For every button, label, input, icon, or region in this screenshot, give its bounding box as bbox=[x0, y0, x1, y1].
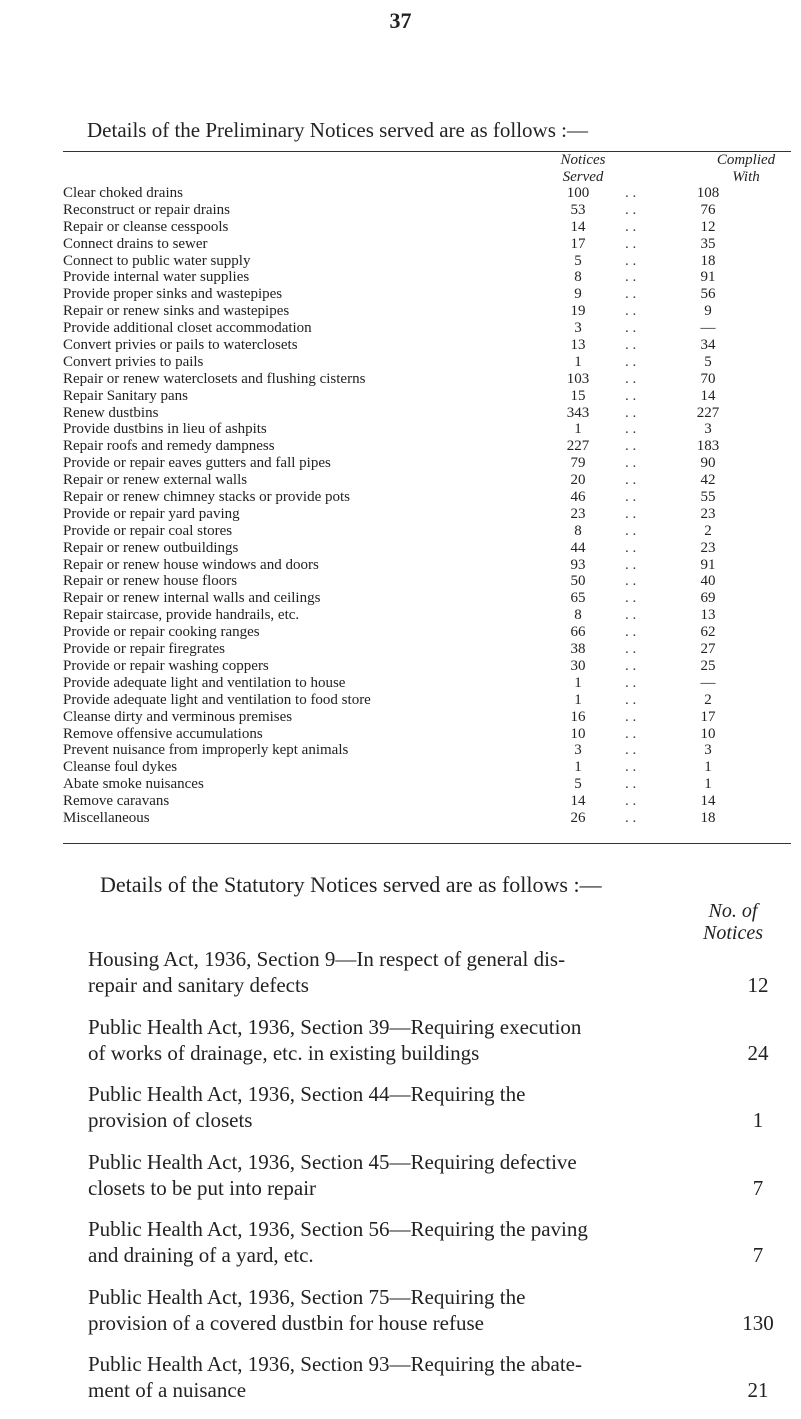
preliminary-heading: Details of the Preliminary Notices served are as follows :— bbox=[87, 118, 588, 142]
statute-line2: ment of a nuisance bbox=[88, 1378, 247, 1402]
row-complied: — bbox=[700, 674, 716, 691]
row-complied: 183 bbox=[696, 438, 720, 455]
row-served: 44 bbox=[570, 539, 586, 556]
row-label: Repair roofs and remedy dampness bbox=[63, 438, 275, 455]
list-item bbox=[88, 1014, 788, 1082]
row-leader: . . bbox=[625, 607, 637, 624]
row-complied: 3 bbox=[704, 742, 712, 759]
row-served: 1 bbox=[574, 353, 582, 370]
row-leader: . . bbox=[625, 708, 637, 725]
notice-count: 21 bbox=[747, 1378, 769, 1402]
statute-line2: provision of a covered dustbin for house refuse bbox=[88, 1310, 484, 1335]
table-row bbox=[63, 489, 793, 506]
row-label: Connect to public water supply bbox=[63, 252, 251, 269]
table-row bbox=[63, 506, 793, 523]
statutory-heading: Details of the Statutory Notices served are as follows :— bbox=[100, 872, 602, 897]
table-row bbox=[63, 219, 793, 236]
row-served: 53 bbox=[570, 201, 586, 218]
table-row bbox=[63, 692, 793, 709]
row-served: 1 bbox=[574, 674, 582, 691]
row-complied: 42 bbox=[700, 472, 716, 489]
row-label: Provide or repair cooking ranges bbox=[63, 624, 260, 641]
row-leader: . . bbox=[625, 320, 637, 337]
row-label: Provide or repair washing coppers bbox=[63, 657, 269, 674]
row-label: Provide internal water supplies bbox=[63, 269, 250, 286]
table-row bbox=[63, 371, 793, 388]
table-row bbox=[63, 675, 793, 692]
row-complied: 23 bbox=[700, 539, 716, 556]
row-served: 26 bbox=[570, 809, 586, 826]
row-complied: — bbox=[700, 320, 716, 337]
row-leader: . . bbox=[625, 353, 637, 370]
row-label: Provide or repair eaves gutters and fall pipes bbox=[63, 455, 331, 472]
row-leader: . . bbox=[625, 539, 637, 556]
row-label: Remove caravans bbox=[63, 793, 170, 810]
statute-line2: of works of drainage, etc. in existing buildings bbox=[88, 1040, 480, 1065]
row-complied: 55 bbox=[700, 489, 716, 506]
table-row bbox=[63, 658, 793, 675]
row-complied: 17 bbox=[700, 708, 716, 725]
row-served: 19 bbox=[570, 303, 586, 320]
list-item bbox=[88, 1081, 788, 1149]
notice-count: 130 bbox=[742, 1310, 774, 1335]
row-complied: 40 bbox=[700, 573, 716, 590]
list-item bbox=[88, 1351, 788, 1419]
row-label: Renew dustbins bbox=[63, 404, 159, 421]
row-label: Provide adequate light and ventilation to food store bbox=[63, 691, 371, 708]
col-header-served-l1: Notices bbox=[560, 152, 606, 168]
table-row bbox=[63, 726, 793, 743]
row-served: 14 bbox=[570, 218, 586, 235]
row-leader: . . bbox=[625, 185, 637, 201]
row-served: 79 bbox=[570, 455, 586, 472]
row-label: Repair or renew outbuildings bbox=[63, 539, 239, 556]
row-leader: . . bbox=[625, 421, 637, 438]
col-header-complied-l1: Complied bbox=[716, 152, 776, 168]
row-served: 30 bbox=[570, 657, 586, 674]
row-label: Reconstruct or repair drains bbox=[63, 201, 231, 218]
table-row bbox=[63, 455, 793, 472]
row-complied: 18 bbox=[700, 809, 716, 826]
row-leader: . . bbox=[625, 590, 637, 607]
row-label: Abate smoke nuisances bbox=[63, 776, 204, 793]
row-complied: 14 bbox=[700, 793, 716, 810]
row-leader: . . bbox=[625, 303, 637, 320]
row-label: Cleanse foul dykes bbox=[63, 759, 178, 776]
row-label: Repair or renew external walls bbox=[63, 472, 248, 489]
statute-line2: repair and sanitary defects bbox=[88, 973, 309, 997]
row-served: 93 bbox=[570, 556, 586, 573]
row-label: Repair or renew house floors bbox=[63, 573, 238, 590]
col-header-complied bbox=[700, 152, 792, 186]
row-served: 5 bbox=[574, 252, 582, 269]
preliminary-table bbox=[63, 185, 793, 827]
statute-line1: Public Health Act, 1936, Section 56—Requiring the paving bbox=[88, 1217, 588, 1241]
statutory-col-header bbox=[678, 900, 788, 944]
row-served: 227 bbox=[566, 438, 590, 455]
row-leader: . . bbox=[625, 624, 637, 641]
row-label: Cleanse dirty and verminous premises bbox=[63, 708, 293, 725]
row-label: Provide additional closet accommodation bbox=[63, 320, 312, 337]
row-leader: . . bbox=[625, 489, 637, 506]
table-row bbox=[63, 573, 793, 590]
row-complied: 69 bbox=[700, 590, 716, 607]
row-complied: 2 bbox=[704, 522, 712, 539]
col-header-served bbox=[548, 152, 618, 186]
row-leader: . . bbox=[625, 370, 637, 387]
statute-line1: Public Health Act, 1936, Section 93—Requiring the abate- bbox=[88, 1352, 582, 1376]
row-complied: 3 bbox=[704, 421, 712, 438]
row-complied: 108 bbox=[696, 185, 720, 201]
row-complied: 91 bbox=[700, 556, 716, 573]
col-header-served-l2: Served bbox=[562, 169, 604, 185]
row-served: 8 bbox=[574, 607, 582, 624]
list-item bbox=[88, 1216, 788, 1284]
list-item bbox=[88, 1284, 788, 1352]
table-row bbox=[63, 269, 793, 286]
row-leader: . . bbox=[625, 201, 637, 218]
row-leader: . . bbox=[625, 641, 637, 658]
row-served: 14 bbox=[570, 793, 586, 810]
notice-count: 1 bbox=[752, 1108, 764, 1132]
row-served: 38 bbox=[570, 641, 586, 658]
table-row bbox=[63, 320, 793, 337]
list-item bbox=[88, 946, 788, 1014]
row-leader: . . bbox=[625, 235, 637, 252]
statutory-col-header-l1: No. of bbox=[708, 900, 758, 922]
row-leader: . . bbox=[625, 809, 637, 826]
row-leader: . . bbox=[625, 438, 637, 455]
row-served: 5 bbox=[574, 776, 582, 793]
row-label: Repair staircase, provide handrails, etc. bbox=[63, 607, 300, 624]
row-label: Repair or renew house windows and doors bbox=[63, 556, 319, 573]
row-served: 8 bbox=[574, 522, 582, 539]
row-served: 3 bbox=[574, 742, 582, 759]
row-leader: . . bbox=[625, 387, 637, 404]
statute-line1: Public Health Act, 1936, Section 44—Requiring the bbox=[88, 1082, 526, 1106]
table-row bbox=[63, 421, 793, 438]
row-complied: 90 bbox=[700, 455, 716, 472]
row-leader: . . bbox=[625, 556, 637, 573]
row-served: 100 bbox=[566, 185, 590, 201]
statute-line1: Public Health Act, 1936, Section 39—Requiring execution bbox=[88, 1014, 582, 1039]
table-row bbox=[63, 185, 793, 202]
notice-count: 24 bbox=[747, 1040, 769, 1065]
row-complied: 1 bbox=[704, 776, 712, 793]
table-row bbox=[63, 810, 793, 827]
table-row bbox=[63, 742, 793, 759]
row-leader: . . bbox=[625, 404, 637, 421]
row-complied: 18 bbox=[700, 252, 716, 269]
row-complied: 227 bbox=[696, 404, 720, 421]
row-complied: 13 bbox=[700, 607, 716, 624]
row-served: 46 bbox=[570, 489, 586, 506]
row-label: Repair or renew waterclosets and flushing cisterns bbox=[63, 370, 366, 387]
row-served: 17 bbox=[570, 235, 586, 252]
table-row bbox=[63, 388, 793, 405]
row-leader: . . bbox=[625, 252, 637, 269]
row-label: Miscellaneous bbox=[63, 809, 150, 826]
statute-line1: Housing Act, 1936, Section 9—In respect of general dis- bbox=[88, 947, 566, 971]
row-leader: . . bbox=[625, 286, 637, 303]
table-row bbox=[63, 472, 793, 489]
row-served: 23 bbox=[570, 505, 586, 522]
table-row bbox=[63, 286, 793, 303]
row-leader: . . bbox=[625, 455, 637, 472]
statutory-list bbox=[88, 946, 788, 1419]
row-served: 1 bbox=[574, 691, 582, 708]
row-label: Provide adequate light and ventilation to house bbox=[63, 674, 346, 691]
row-label: Prevent nuisance from improperly kept animals bbox=[63, 742, 349, 759]
row-label: Remove offensive accumulations bbox=[63, 725, 263, 742]
table-row bbox=[63, 337, 793, 354]
row-complied: 35 bbox=[700, 235, 716, 252]
statute-line1: Public Health Act, 1936, Section 75—Requiring the bbox=[88, 1284, 526, 1309]
table-top-rule bbox=[63, 151, 791, 152]
row-leader: . . bbox=[625, 657, 637, 674]
row-complied: 56 bbox=[700, 286, 716, 303]
row-leader: . . bbox=[625, 472, 637, 489]
table-row bbox=[63, 523, 793, 540]
row-served: 3 bbox=[574, 320, 582, 337]
notice-count: 12 bbox=[747, 973, 769, 997]
table-row bbox=[63, 624, 793, 641]
row-served: 103 bbox=[566, 370, 590, 387]
row-leader: . . bbox=[625, 691, 637, 708]
row-label: Repair or renew chimney stacks or provide pots bbox=[63, 489, 350, 506]
row-complied: 9 bbox=[704, 303, 712, 320]
statutory-col-header-l2: Notices bbox=[703, 922, 763, 944]
table-row bbox=[63, 236, 793, 253]
row-complied: 25 bbox=[700, 657, 716, 674]
row-label: Provide dustbins in lieu of ashpits bbox=[63, 421, 267, 438]
row-complied: 23 bbox=[700, 505, 716, 522]
row-served: 50 bbox=[570, 573, 586, 590]
row-complied: 12 bbox=[700, 218, 716, 235]
row-leader: . . bbox=[625, 337, 637, 354]
table-row bbox=[63, 303, 793, 320]
table-row bbox=[63, 607, 793, 624]
row-served: 1 bbox=[574, 421, 582, 438]
table-row bbox=[63, 405, 793, 422]
row-leader: . . bbox=[625, 742, 637, 759]
row-label: Repair Sanitary pans bbox=[63, 387, 188, 404]
row-complied: 10 bbox=[700, 725, 716, 742]
table-row bbox=[63, 709, 793, 726]
row-label: Repair or renew internal walls and ceilings bbox=[63, 590, 321, 607]
col-header-complied-l2: With bbox=[732, 169, 760, 185]
notice-count: 7 bbox=[752, 1243, 764, 1267]
table-row bbox=[63, 759, 793, 776]
row-label: Provide or repair yard paving bbox=[63, 505, 240, 522]
row-label: Clear choked drains bbox=[63, 185, 183, 201]
table-row bbox=[63, 590, 793, 607]
row-leader: . . bbox=[625, 505, 637, 522]
table-row bbox=[63, 202, 793, 219]
row-label: Convert privies to pails bbox=[63, 353, 204, 370]
row-served: 13 bbox=[570, 337, 586, 354]
row-complied: 1 bbox=[704, 759, 712, 776]
row-served: 343 bbox=[566, 404, 590, 421]
row-served: 66 bbox=[570, 624, 586, 641]
table-bottom-rule bbox=[63, 843, 791, 844]
row-complied: 76 bbox=[700, 201, 716, 218]
table-row bbox=[63, 557, 793, 574]
row-complied: 62 bbox=[700, 624, 716, 641]
row-served: 20 bbox=[570, 472, 586, 489]
row-leader: . . bbox=[625, 793, 637, 810]
row-served: 15 bbox=[570, 387, 586, 404]
statute-line2: and draining of a yard, etc. bbox=[88, 1243, 314, 1267]
table-row bbox=[63, 776, 793, 793]
table-row bbox=[63, 793, 793, 810]
table-row bbox=[63, 438, 793, 455]
row-complied: 2 bbox=[704, 691, 712, 708]
row-label: Convert privies or pails to waterclosets bbox=[63, 337, 298, 354]
row-label: Repair or renew sinks and wastepipes bbox=[63, 303, 290, 320]
statute-line2: closets to be put into repair bbox=[88, 1175, 317, 1200]
row-complied: 70 bbox=[700, 370, 716, 387]
statute-line2: provision of closets bbox=[88, 1108, 253, 1132]
row-served: 65 bbox=[570, 590, 586, 607]
row-label: Repair or cleanse cesspools bbox=[63, 218, 229, 235]
row-complied: 27 bbox=[700, 641, 716, 658]
table-row bbox=[63, 641, 793, 658]
notice-count: 7 bbox=[752, 1175, 764, 1200]
row-complied: 34 bbox=[700, 337, 716, 354]
row-served: 8 bbox=[574, 269, 582, 286]
row-complied: 91 bbox=[700, 269, 716, 286]
table-row bbox=[63, 253, 793, 270]
page-number: 37 bbox=[389, 8, 412, 33]
table-row bbox=[63, 354, 793, 371]
table-row bbox=[63, 540, 793, 557]
row-leader: . . bbox=[625, 522, 637, 539]
row-leader: . . bbox=[625, 759, 637, 776]
row-leader: . . bbox=[625, 674, 637, 691]
row-complied: 5 bbox=[704, 353, 712, 370]
row-complied: 14 bbox=[700, 387, 716, 404]
row-served: 16 bbox=[570, 708, 586, 725]
row-served: 10 bbox=[570, 725, 586, 742]
row-served: 1 bbox=[574, 759, 582, 776]
row-leader: . . bbox=[625, 725, 637, 742]
row-leader: . . bbox=[625, 218, 637, 235]
statute-line1: Public Health Act, 1936, Section 45—Requiring defective bbox=[88, 1149, 577, 1174]
row-label: Provide proper sinks and wastepipes bbox=[63, 286, 283, 303]
row-leader: . . bbox=[625, 269, 637, 286]
row-served: 9 bbox=[574, 286, 582, 303]
row-leader: . . bbox=[625, 573, 637, 590]
row-label: Connect drains to sewer bbox=[63, 235, 208, 252]
list-item bbox=[88, 1149, 788, 1217]
row-label: Provide or repair coal stores bbox=[63, 522, 233, 539]
row-leader: . . bbox=[625, 776, 637, 793]
row-label: Provide or repair firegrates bbox=[63, 641, 226, 658]
